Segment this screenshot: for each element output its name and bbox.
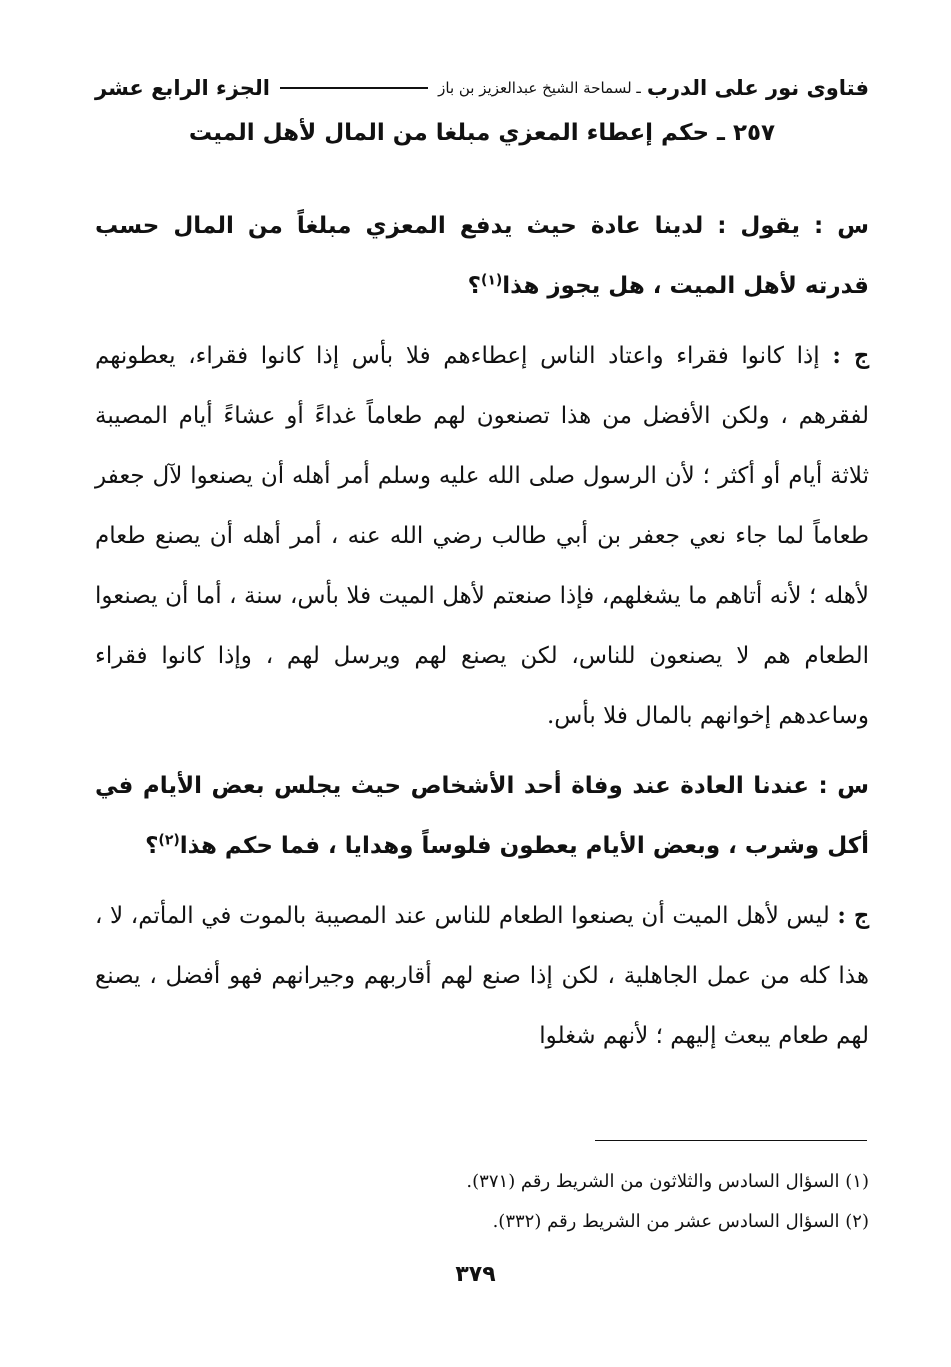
question-1 [95,196,869,316]
body-text [95,196,869,1076]
answer-marker: ج : [837,902,869,929]
footnote-2: (٢) السؤال السادس عشر من الشريط رقم (٣٣٢). [492,1211,869,1232]
question-marker: س : [818,773,869,799]
question-2 [95,756,869,876]
section-title: ٢٥٧ ـ حكم إعطاء المعزي مبلغا من المال لأهل الميت [188,120,776,146]
header-author: ـ لسماحة الشيخ عبدالعزيز بن باز [438,79,641,97]
answer-2 [95,886,869,1066]
header-rule [280,87,428,89]
question-text: عندنا العادة عند وفاة أحد الأشخاص حيث يجلس بعض الأيام في أكل وشرب ، وبعض الأيام يعطون فلوساً وهدايا ، فما حكم هذا [95,773,869,859]
header-book-info [438,76,869,100]
footnotes [95,1162,869,1242]
footnote-ref-1: (١) [480,272,503,289]
footnote-separator [595,1140,867,1141]
answer-marker: ج : [832,342,869,369]
question-end: ؟ [467,273,481,299]
question-marker: س : [814,213,869,239]
question-text: يقول : لدينا عادة حيث يدفع المعزي مبلغاً من المال حسب قدرته لأهل الميت ، هل يجوز هذا [95,213,869,299]
answer-1 [95,326,869,746]
answer-text: ليس لأهل الميت أن يصنعوا الطعام للناس عند المصيبة بالموت في المأتم، لا ، هذا كله من عمل الجاهلية ، لكن إذا صنع لهم أقاربهم وجيرانهم فهو أفضل ، يصنع لهم طعام يبعث إليهم ؛ لأنهم شغلوا [95,903,869,1049]
header-book-title: فتاوى نور على الدرب [646,76,869,100]
page-number: ٣٧٩ [455,1262,496,1287]
question-end: ؟ [145,833,159,859]
footnote-1: (١) السؤال السادس والثلاثون من الشريط رقم (٣٧١). [466,1171,869,1192]
header-part: الجزء الرابع عشر [95,76,270,100]
footnote-ref-2: (٢) [158,832,180,849]
running-header [95,70,869,106]
answer-text: إذا كانوا فقراء واعتاد الناس إعطاءهم فلا بأس إذا كانوا فقراء، يعطونهم لفقرهم ، ولكن الأفضل من هذا تصنعون لهم طعاماً غداءً أو عشاءً أيام المصيبة ثلاثة أيام أو أكثر ؛ لأن الرسول صلى الله عليه وسلم أمر أهله أن يصنعوا لآل جعفر طعاماً لما جاء نعي جعفر بن أبي طالب رضي الله عنه ، أمر أهله أن يصنع طعام لأهله ؛ لأنه أتاهم ما يشغلهم، فإذا صنعتم لأهل الميت فلا بأس، سنة ، أما أن يصنعوا الطعام هم لا يصنعون للناس، لكن يصنع لهم ويرسل لهم ، وإذا كانوا فقراء وساعدهم إخوانهم بالمال فلا بأس. [95,343,869,729]
